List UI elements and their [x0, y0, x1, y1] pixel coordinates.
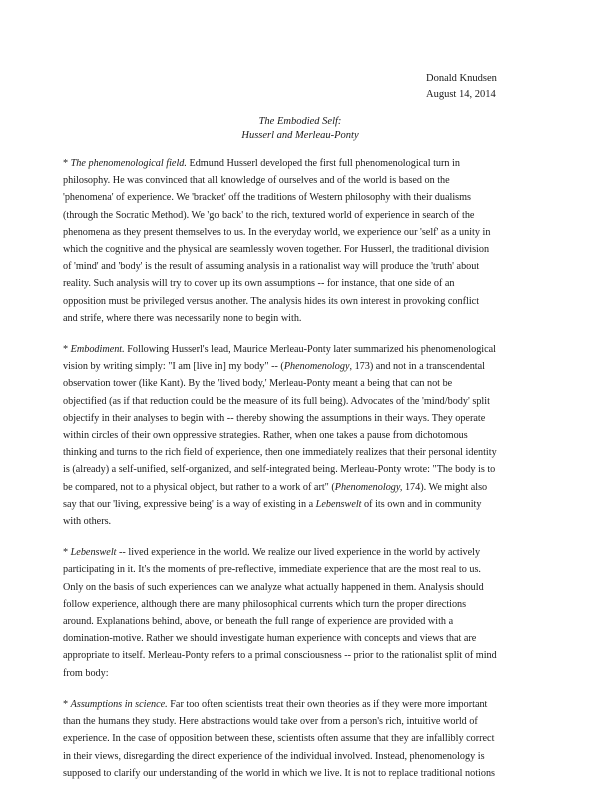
paragraph-line: in their views, disregarding the direct experience of the individual involved. Instead, phenomenology is — [63, 750, 485, 762]
paragraph-line: say that our 'living, expressive being' is a way of existing in a Lebenswelt of its own and in community — [63, 498, 482, 510]
paragraph-line: phenomena as they present themselves to us. In the everyday world, we experience our 'self' as a unity in — [63, 226, 491, 238]
paragraph-line: from body: — [63, 667, 109, 679]
paragraph-line: 'phenomena' of experience. We 'bracket' off the traditions of Western philosophy with their dualisms — [63, 192, 471, 204]
section-lebenswelt — [63, 544, 541, 682]
paragraph-line: participating in it. It's the moments of pre-reflective, immediate experience that are the most real to us. — [63, 564, 481, 576]
section-heading: Assumptions in science. — [70, 698, 168, 710]
bullet-mark: * — [63, 547, 71, 559]
section-assumptions-in-science — [63, 696, 541, 782]
paragraph-line: * The phenomenological field. Edmund Husserl developed the first full phenomenological turn in — [63, 158, 460, 169]
paragraph-line: of 'mind' and 'body' is the result of assuming analysis in a rationalist way will produce the 'truth' about — [63, 261, 480, 273]
section-heading: Lebenswelt — [70, 547, 117, 559]
paragraph-line: philosophy. He was convinced that all knowledge of ourselves and of the world is based on the — [63, 175, 450, 187]
document-body — [63, 155, 541, 796]
document-title — [0, 115, 600, 143]
paragraph-line: Only on the basis of such experiences can we analyze what actually happened in them. Analysis should — [63, 581, 484, 593]
paragraph-line: within circles of their own oppressive strategies. Rather, when one takes a pause from dichotomous — [63, 430, 468, 442]
section-embodiment — [63, 341, 541, 530]
title-line-1: The Embodied Self: — [258, 116, 342, 127]
paragraph-line: is (already) a self-unified, self-organized, and self-integrated being. Merleau-Ponty wrote: "The body is to — [63, 464, 496, 476]
paragraph-line: follow experience, although there are many philosophical currents which turn the proper directions — [63, 598, 467, 610]
section-heading: Embodiment. — [70, 344, 125, 356]
paragraph-line: around. Explanations behind, above, or beneath the full range of experience are provided with a — [63, 616, 454, 628]
paragraph-line: with others. — [63, 516, 112, 528]
section-heading: The phenomenological field. — [70, 158, 187, 169]
paragraph-line: which the cognitive and the physical are seamlessly woven together. For Husserl, the traditional division — [63, 244, 490, 256]
paragraph-line: opposition must be privileged versus another. The analysis hides its own interest in provoking conflict — [63, 295, 480, 307]
paragraph-line: vision by writing simply: "I am [live in] my body" -- (Phenomenology, 173) and not in a transcendental — [63, 361, 485, 373]
paragraph-line: supposed to clarify our understanding of the world in which we live. It is not to replace traditional notions — [63, 767, 496, 779]
paragraph-line: observation tower (like Kant). By the 'lived body,' Merleau-Ponty meant a being that can not be — [63, 378, 453, 390]
bullet-mark: * — [63, 698, 71, 710]
section-phenomenological-field — [63, 155, 541, 327]
bullet-mark: * — [63, 158, 71, 169]
paragraph-line: experience. In the case of opposition between these, scientists often assume that they are infallibly correct — [63, 733, 495, 745]
author-name: Donald Knudsen — [426, 73, 497, 84]
paragraph-line: * Lebenswelt -- lived experience in the world. We realize our lived experience in the world by actively — [63, 547, 481, 559]
paragraph-line: domination-motive. Rather we should investigate human experience with concepts and views that are — [63, 633, 477, 645]
paragraph-line: reality. Such analysis will try to cover up its own assumptions -- for instance, that one side of an — [63, 278, 455, 290]
paragraph-line: and strife, where there was necessarily none to begin with. — [63, 312, 302, 324]
author-block — [426, 71, 497, 103]
paragraph-line: objectify in their analyses to begin with -- thereby showing the assumptions in their ways. They operate — [63, 412, 486, 424]
paragraph-line: * Assumptions in science. Far too often scientists treat their own theories as if they were more important — [63, 698, 488, 710]
document-date: August 14, 2014 — [426, 89, 496, 100]
paragraph-line: thinking and turns to the rich field of experience, then one immediately realizes that their personal identity — [63, 447, 497, 459]
paragraph-line: * Embodiment. Following Husserl's lead, Maurice Merleau-Ponty later summarized his phenomenological — [63, 344, 497, 356]
paragraph-line: appropriate to itself. Merleau-Ponty refers to a primal consciousness -- prior to the rationalist split of mind — [63, 650, 497, 662]
paragraph-line: be compared, not to a physical object, but rather to a work of art" (Phenomenology, 174). We might also — [63, 481, 488, 493]
bullet-mark: * — [63, 344, 71, 356]
paragraph-line: objectified (as if that reduction could be the measure of its full being). Advocates of the 'mind/body' split — [63, 395, 490, 407]
paragraph-line: than the humans they study. Here abstractions would take over from a person's rich, intuitive world of — [63, 716, 478, 728]
title-line-2: Husserl and Merleau-Ponty — [241, 130, 359, 141]
paragraph-line: (through the Socratic Method). We 'go back' to the rich, textured world of experience in search of the — [63, 209, 475, 221]
